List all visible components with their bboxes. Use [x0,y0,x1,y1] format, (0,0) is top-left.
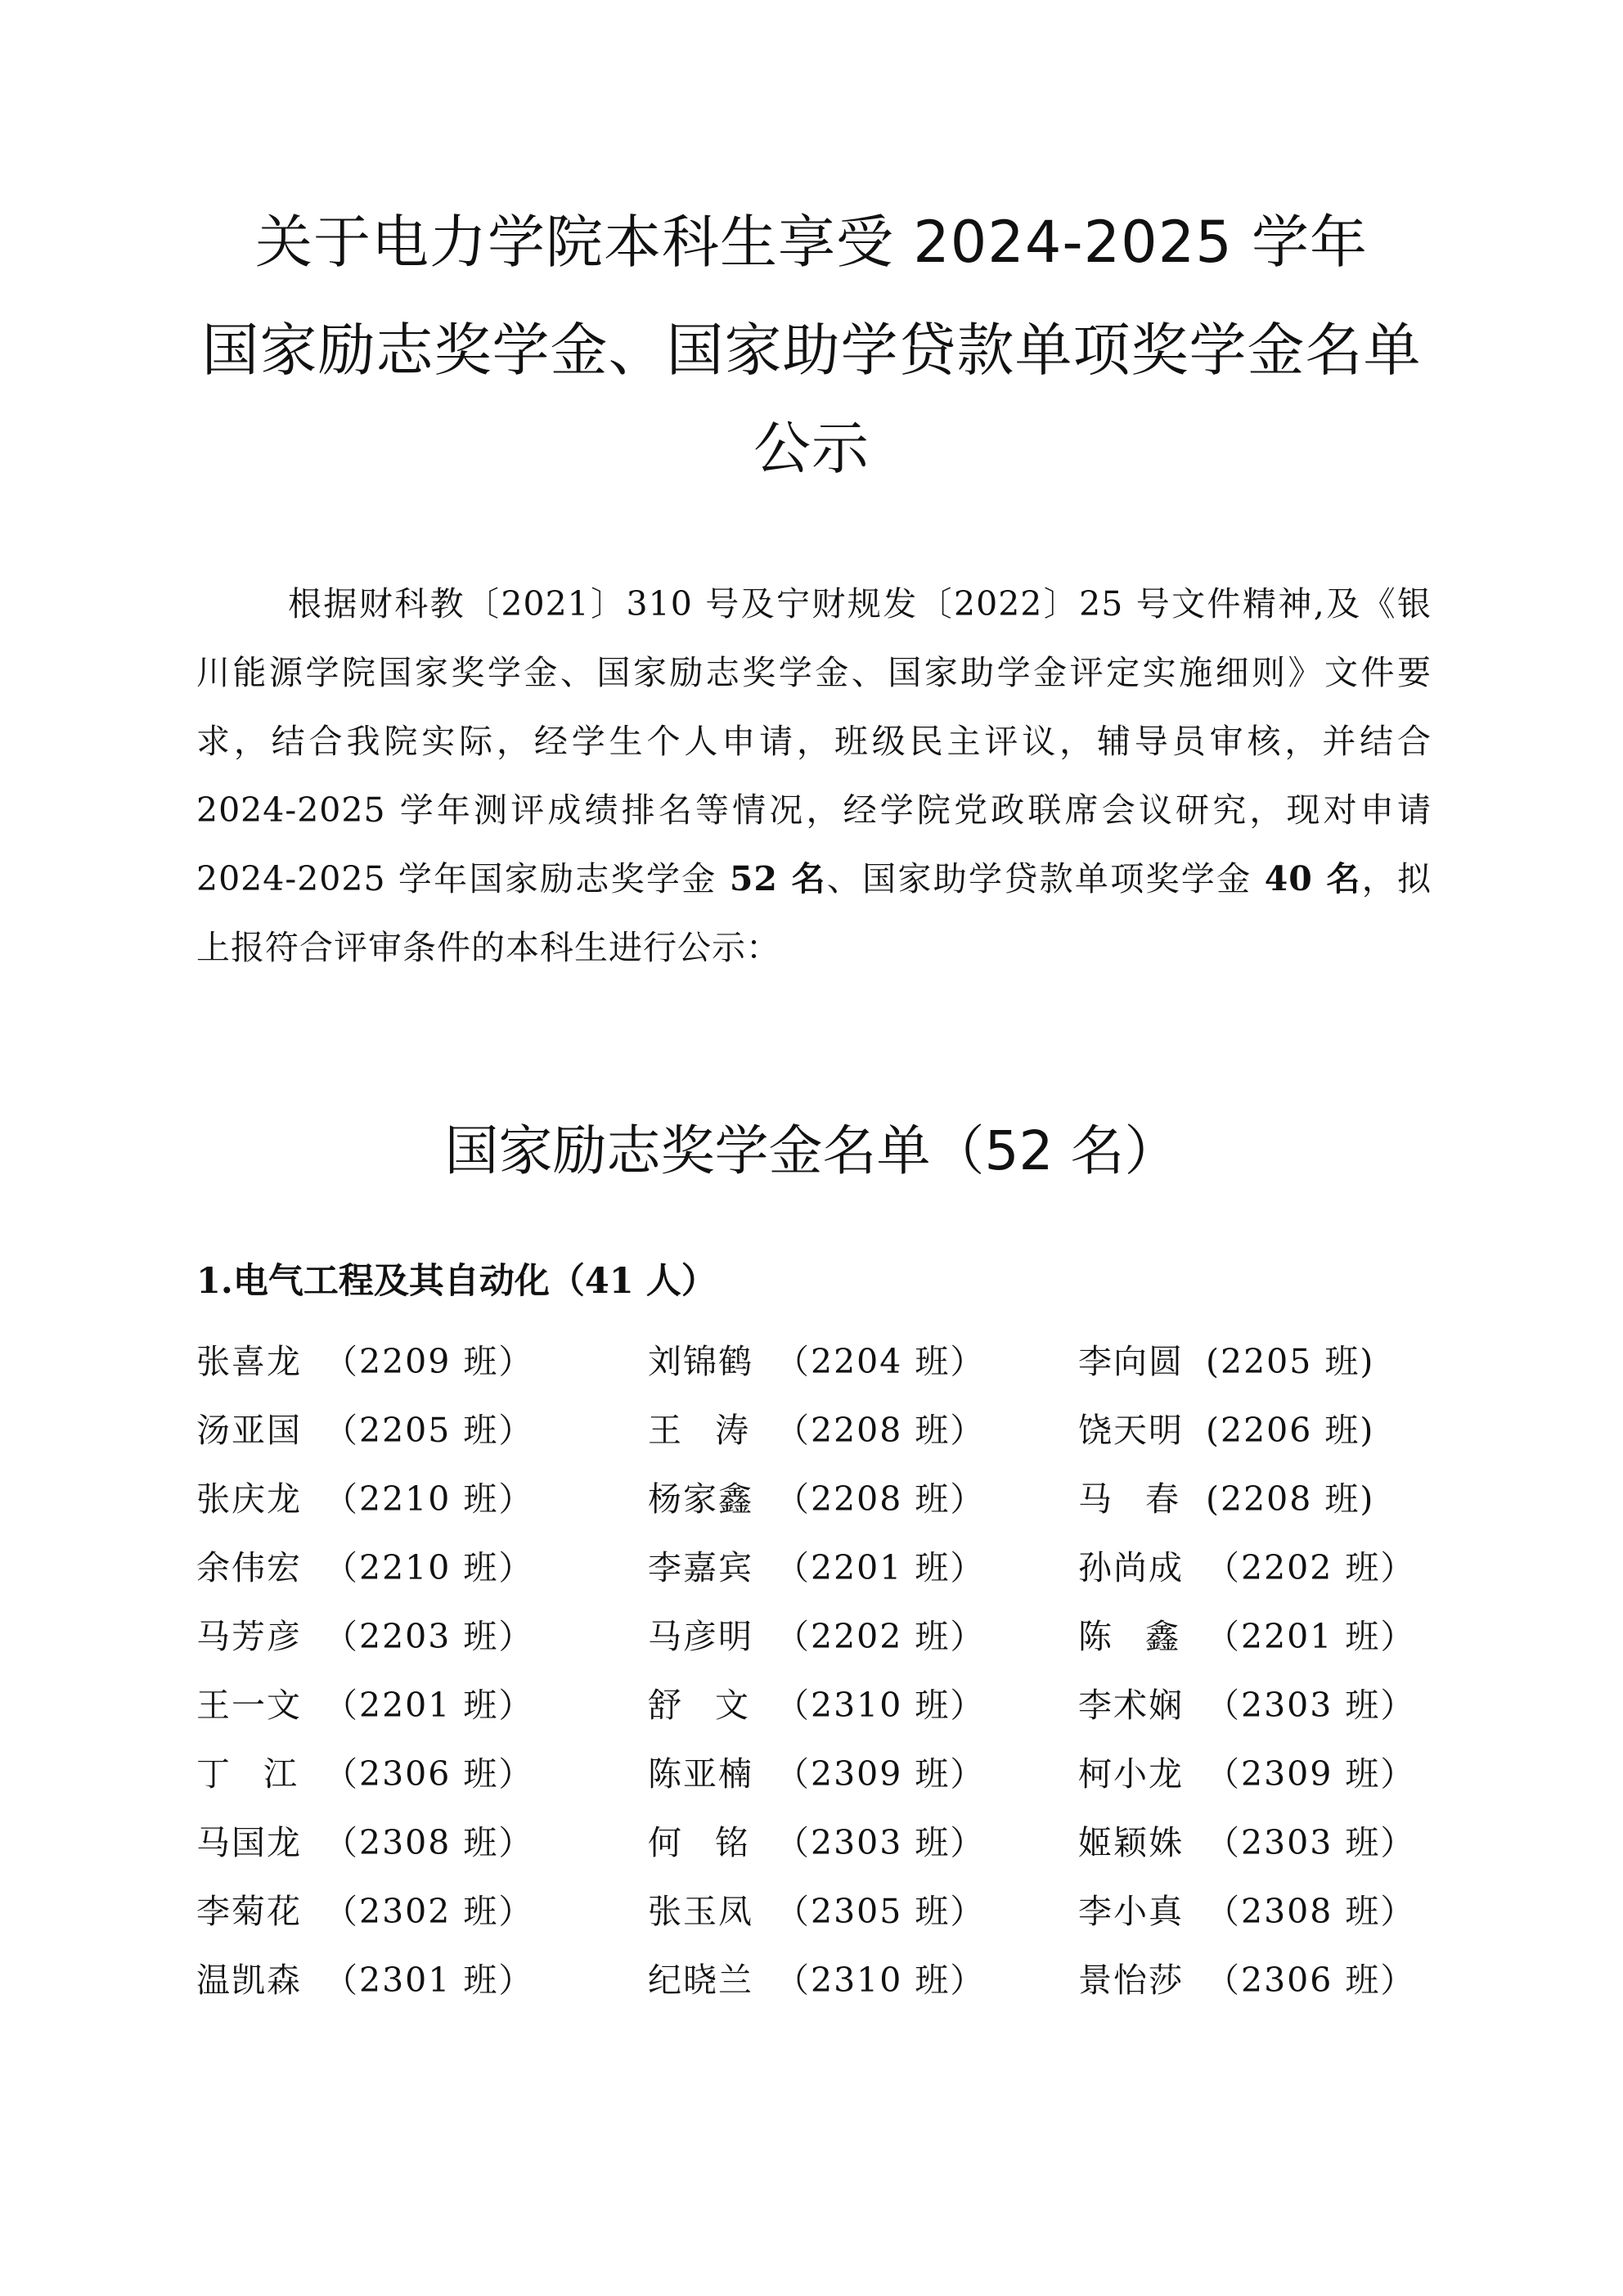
list-item [1078,1740,1472,1808]
student-name: 陈亚楠 [648,1754,753,1794]
list-item [196,1740,648,1808]
student-name: 马 春 [1078,1479,1179,1519]
list-item [196,1465,648,1533]
document-title-line-2: 国家励志奖学金、国家助学贷款单项奖学金名单 [201,317,1422,384]
student-name: 陈 鑫 [1078,1617,1179,1656]
class-number: （2208 班） [776,1479,986,1519]
class-number: （2310 班） [776,1961,986,2000]
list-item [1078,1396,1472,1465]
list-item [1078,1808,1472,1877]
name-grid [196,1327,1472,2015]
student-name: 王 涛 [648,1411,749,1450]
scholarship-count: 52 名 [729,859,827,898]
class-number: （2309 班） [776,1754,986,1794]
student-name: 张庆龙 [196,1479,302,1519]
class-number: （2303 班） [776,1823,986,1862]
student-name: 杨家鑫 [648,1479,753,1519]
student-name: 汤亚国 [196,1411,302,1450]
student-name: 马芳彦 [196,1617,302,1656]
student-name: 景怡莎 [1078,1961,1184,2000]
class-number: (2208 班) [1206,1479,1375,1519]
student-name: 张喜龙 [196,1342,302,1381]
class-number: （2301 班） [324,1961,534,2000]
class-number: （2308 班） [324,1823,534,1862]
list-item [648,1327,1078,1396]
class-number: （2305 班） [776,1892,986,1931]
class-number: （2306 班） [1206,1961,1416,2000]
class-number: （2202 班） [1206,1548,1416,1587]
list-item [1078,1533,1472,1602]
student-name: 孙尚成 [1078,1548,1184,1587]
list-item [1078,1671,1472,1740]
list-item [648,1877,1078,1946]
intro-text-part-3: ，拟上报符合评审条件的本科生进行公示： [196,859,1432,967]
student-name: 丁 江 [196,1754,297,1794]
list-item [1078,1465,1472,1533]
student-name: 刘锦鹤 [648,1342,753,1381]
student-name: 马彦明 [648,1617,753,1656]
list-item [196,1533,648,1602]
section-heading: 国家励志奖学金名单（52 名） [444,1119,1179,1182]
student-name: 柯小龙 [1078,1754,1184,1794]
class-number: （2203 班） [324,1617,534,1656]
document-title-line-1: 关于电力学院本科生享受 2024-2025 学年 [254,209,1369,276]
list-item [648,1465,1078,1533]
intro-text-part-1: 根据财科教〔2021〕310 号及宁财规发〔2022〕25 号文件精神,及《银川能源学院国家奖学金、国家励志奖学金、国家助学金评定实施细则》文件要求，结合我院实际，经学生个人申请，班级民主评议，辅导员审核，并结合 2024-2025 学年测评成绩排名等情况，经学院党政联席会议研究，现对申请 2024-2025 学年国家励志奖学金 [196,584,1432,898]
student-name: 张玉凤 [648,1892,753,1931]
list-item [196,1602,648,1671]
group-heading-electrical: 1.电气工程及其自动化（41 人） [196,1261,717,1302]
class-number: （2201 班） [1206,1617,1416,1656]
intro-paragraph [196,569,1432,982]
list-item [648,1396,1078,1465]
student-name: 王一文 [196,1686,302,1725]
list-item [1078,1327,1472,1396]
list-item [196,1396,648,1465]
class-number: （2205 班） [324,1411,534,1450]
class-number: （2310 班） [776,1686,986,1725]
list-item [196,1877,648,1946]
class-number: (2206 班) [1206,1411,1375,1450]
list-item [196,1808,648,1877]
list-item [1078,1602,1472,1671]
student-name: 余伟宏 [196,1548,302,1587]
student-name: 马国龙 [196,1823,302,1862]
student-name: 李向圆 [1078,1342,1184,1381]
list-item [1078,1877,1472,1946]
student-name: 何 铭 [648,1823,749,1862]
list-item [1078,1946,1472,2015]
list-item [196,1671,648,1740]
loan-award-count: 40 名 [1264,859,1362,898]
class-number: （2309 班） [1206,1754,1416,1794]
list-item [648,1671,1078,1740]
student-name: 舒 文 [648,1686,749,1725]
student-name: 温凯森 [196,1961,302,2000]
student-name: 李菊花 [196,1892,302,1931]
list-item [196,1327,648,1396]
list-item [648,1533,1078,1602]
student-name: 饶天明 [1078,1411,1184,1450]
class-number: （2210 班） [324,1548,534,1587]
class-number: （2303 班） [1206,1823,1416,1862]
class-number: (2205 班) [1206,1342,1375,1381]
class-number: （2306 班） [324,1754,534,1794]
student-name: 李小真 [1078,1892,1184,1931]
student-name: 纪晓兰 [648,1961,753,2000]
student-name: 李术娴 [1078,1686,1184,1725]
list-item [648,1808,1078,1877]
document-title-line-3: 公示 [753,415,870,482]
class-number: （2308 班） [1206,1892,1416,1931]
list-item [196,1946,648,2015]
class-number: （2208 班） [776,1411,986,1450]
class-number: （2302 班） [324,1892,534,1931]
list-item [648,1740,1078,1808]
class-number: （2204 班） [776,1342,986,1381]
class-number: （2201 班） [776,1548,986,1587]
class-number: （2201 班） [324,1686,534,1725]
class-number: （2202 班） [776,1617,986,1656]
list-item [648,1946,1078,2015]
class-number: （2209 班） [324,1342,534,1381]
student-name: 李嘉宾 [648,1548,753,1587]
intro-text-part-2: 、国家助学贷款单项奖学金 [826,859,1265,898]
class-number: （2210 班） [324,1479,534,1519]
class-number: （2303 班） [1206,1686,1416,1725]
student-name: 姬颖姝 [1078,1823,1184,1862]
list-item [648,1602,1078,1671]
